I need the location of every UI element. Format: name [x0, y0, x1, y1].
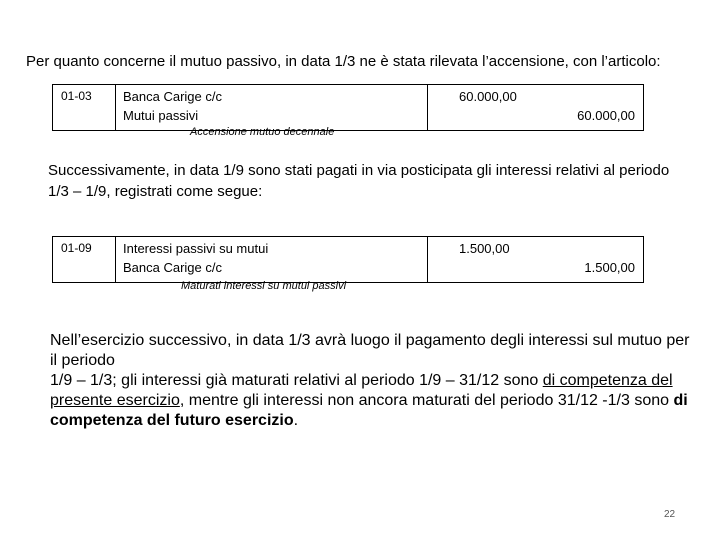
credit-amount: 1.500,00	[584, 260, 635, 275]
column-divider	[115, 84, 116, 131]
paragraph-period: .	[293, 412, 299, 429]
entry-date: 01-09	[61, 241, 92, 255]
debit-amount: 1.500,00	[459, 241, 510, 256]
column-divider	[115, 236, 116, 283]
credit-account: Mutui passivi	[123, 108, 199, 123]
intro-text: Per quanto concerne il mutuo passivo, in data 1/3 ne è stata rilevata l’accensione, con l’articolo:	[26, 53, 661, 70]
credit-amount: 60.000,00	[577, 108, 635, 123]
journal-entry-interessi	[52, 236, 644, 283]
paragraph-line-1: Nell’esercizio successivo, in data 1/3 avrà luogo il pagamento degli interessi sul mutuo per il periodo	[50, 332, 690, 369]
middle-text: Successivamente, in data 1/9 sono stati pagati in via posticipata gli interessi relativi al periodo 1/3 – 1/9, registrati come segue:	[48, 162, 670, 200]
entry-description: Maturati interessi su mutui passivi	[181, 280, 347, 292]
column-divider	[427, 236, 428, 283]
underlined-text: di competenza del presente esercizio	[50, 372, 673, 409]
paragraph-text: 1/9 – 1/3; gli interessi già maturati relativi al periodo 1/9 – 31/12 sono	[50, 372, 543, 389]
debit-account: Banca Carige c/c	[123, 89, 222, 104]
explanation-paragraph	[50, 331, 700, 431]
credit-account: Banca Carige c/c	[123, 260, 222, 275]
journal-entry-accensione	[52, 84, 644, 131]
bold-text: di competenza del futuro esercizio	[50, 392, 688, 429]
page-number: 22	[664, 509, 676, 520]
column-divider	[427, 84, 428, 131]
paragraph-text: , mentre gli interessi non ancora maturati del periodo 31/12 -1/3 sono	[179, 392, 674, 409]
entry-description: Accensione mutuo decennale	[190, 126, 335, 138]
entry-date: 01-03	[61, 89, 92, 103]
debit-amount: 60.000,00	[459, 89, 517, 104]
debit-account: Interessi passivi su mutui	[123, 241, 269, 256]
